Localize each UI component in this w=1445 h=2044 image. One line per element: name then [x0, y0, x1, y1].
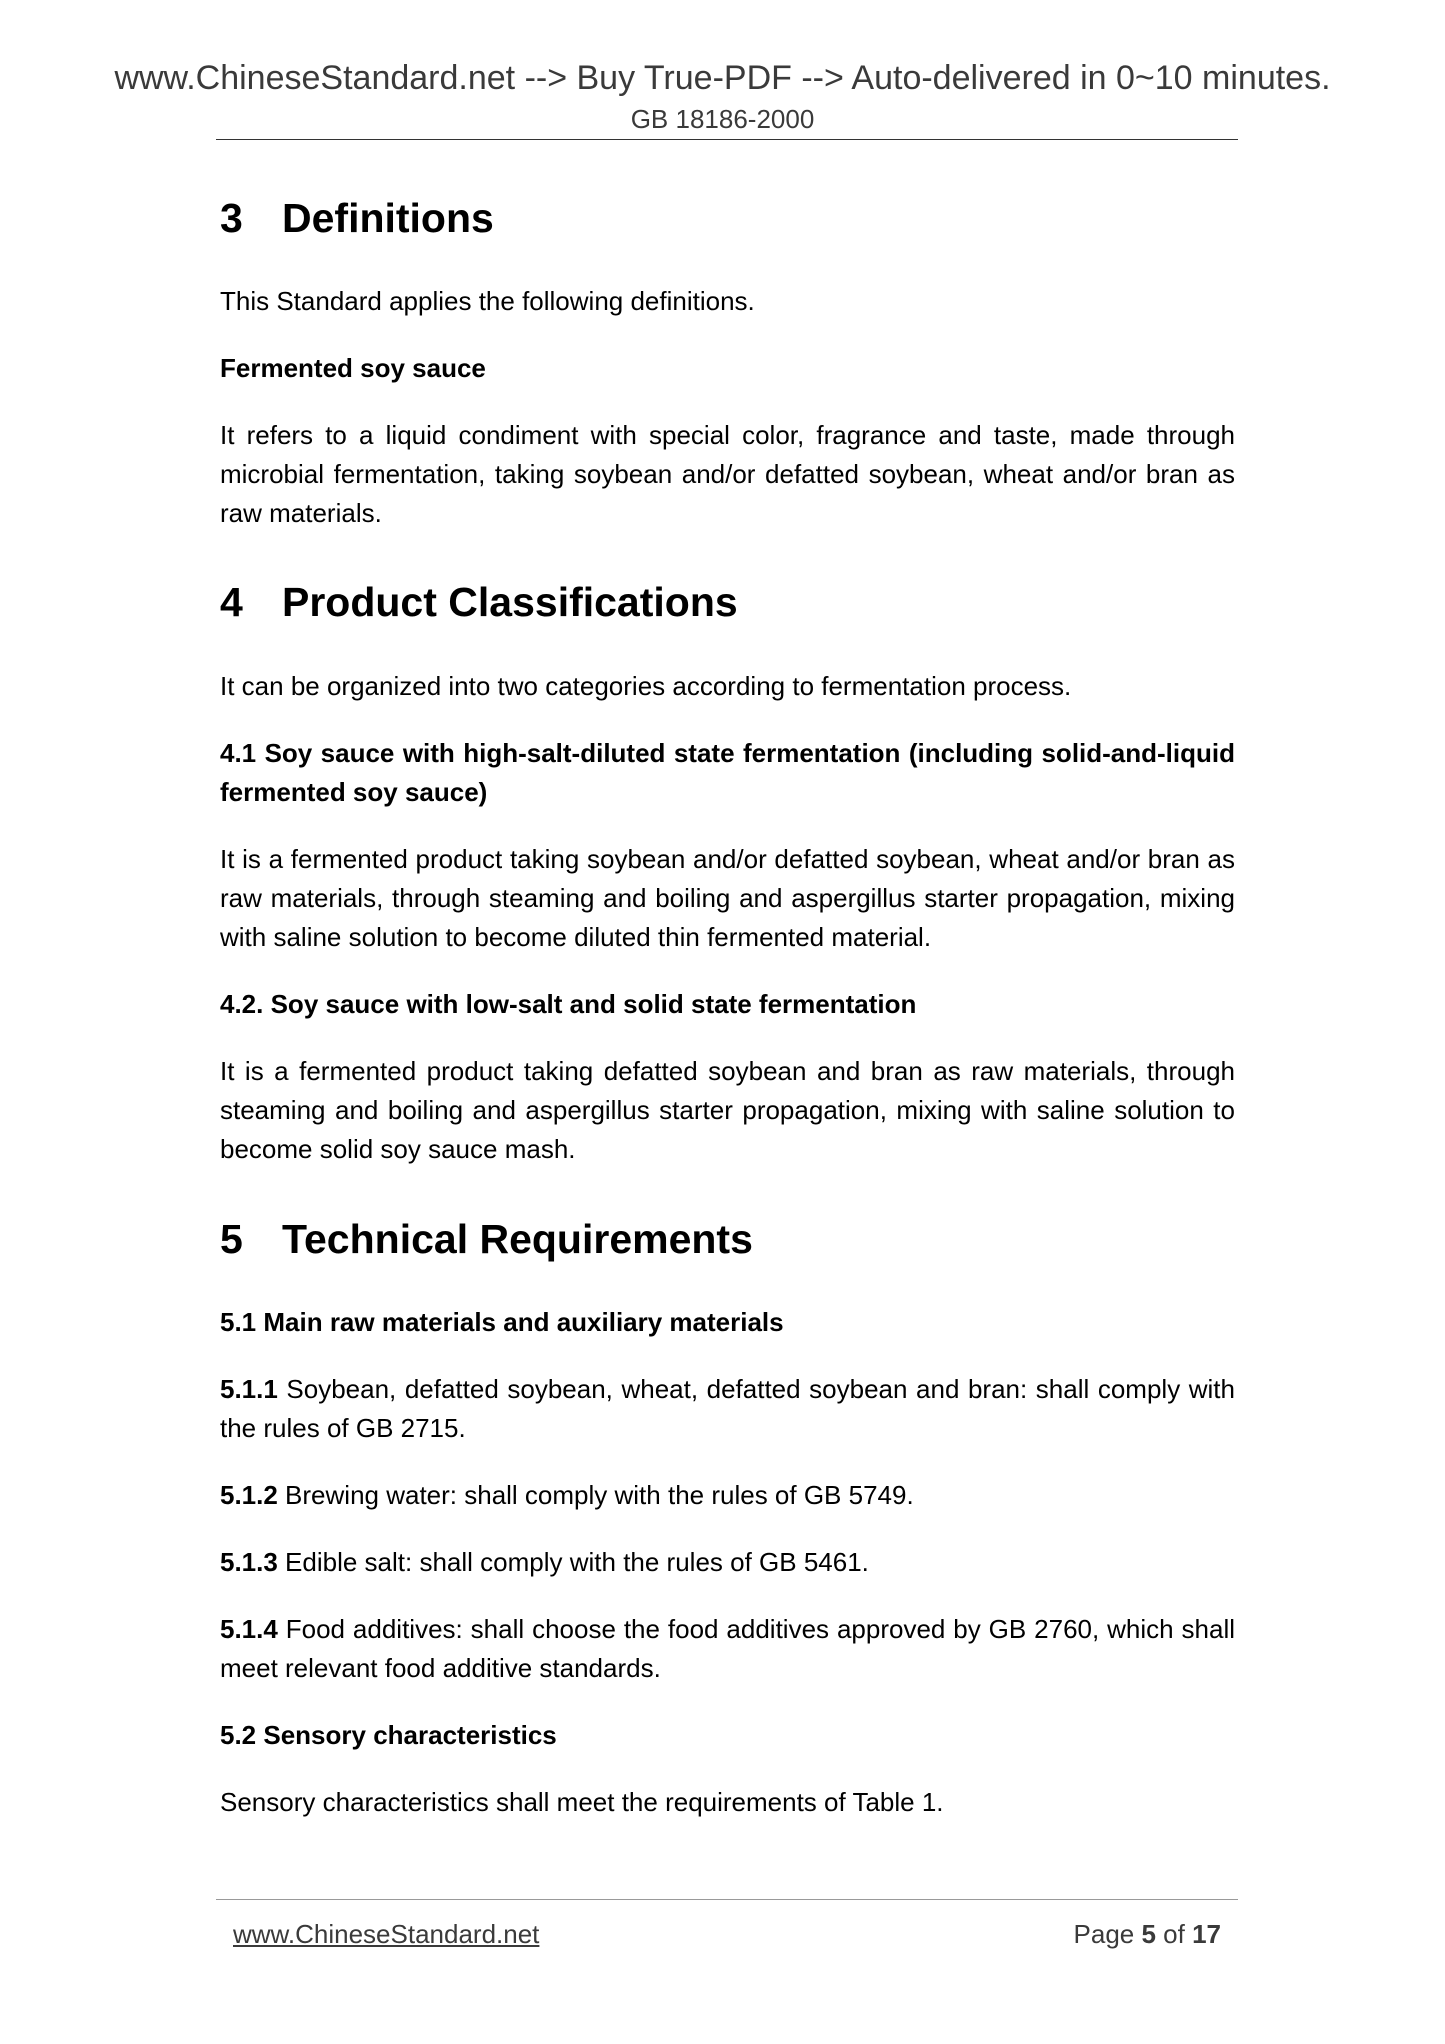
item-5-1-2 — [220, 1476, 1235, 1515]
footer-website-link[interactable]: www.ChineseStandard.net — [233, 1919, 540, 1949]
section-3-heading — [220, 193, 1235, 243]
item-number: 5.1.1 — [220, 1374, 278, 1404]
section-title: Product Classifications — [282, 579, 738, 625]
header-banner: www.ChineseStandard.net --> Buy True-PDF --> Auto-delivered in 0~10 minutes. — [114, 59, 1331, 97]
subsection-4-1-heading: 4.1 Soy sauce with high-salt-diluted state fermentation (including solid-and-liquid fermented soy sauce) — [220, 738, 1235, 807]
item-5-1-3 — [220, 1543, 1235, 1582]
item-text: Edible salt: shall comply with the rules of GB 5461. — [277, 1547, 869, 1577]
header-divider — [216, 139, 1238, 140]
section-number: 5 — [220, 1216, 243, 1262]
subsection-4-1-text: It is a fermented product taking soybean and/or defatted soybean, wheat and/or bran as raw materials, through steaming and boiling and aspergillus starter propagation, mixing with saline solution to become diluted thin fermented material. — [220, 844, 1235, 952]
footer-divider — [216, 1899, 1238, 1900]
item-number: 5.1.3 — [220, 1547, 278, 1577]
page-label: Page — [1073, 1919, 1142, 1949]
item-number: 5.1.4 — [220, 1614, 278, 1644]
term-heading: Fermented soy sauce — [220, 353, 486, 383]
section-5-heading — [220, 1214, 1235, 1264]
term-definition: It refers to a liquid condiment with special color, fragrance and taste, made through microbial fermentation, taking soybean and/or defatted soybean, wheat and/or bran as raw materials. — [220, 420, 1235, 528]
standard-code: GB 18186-2000 — [630, 104, 815, 134]
page-number — [1074, 1918, 1221, 1950]
section-number: 4 — [220, 579, 243, 625]
subsection-5-2-text: Sensory characteristics shall meet the requirements of Table 1. — [220, 1787, 944, 1817]
page-current: 5 — [1141, 1919, 1156, 1949]
subsection-5-1-heading: 5.1 Main raw materials and auxiliary materials — [220, 1307, 784, 1337]
subsection-5-2-heading: 5.2 Sensory characteristics — [220, 1720, 557, 1750]
item-text: Brewing water: shall comply with the rules of GB 5749. — [277, 1480, 914, 1510]
section-title: Technical Requirements — [282, 1216, 753, 1262]
item-5-1-1 — [220, 1370, 1235, 1448]
item-5-1-4 — [220, 1610, 1235, 1688]
section-number: 3 — [220, 195, 243, 241]
subsection-4-2-heading: 4.2. Soy sauce with low-salt and solid state fermentation — [220, 989, 917, 1019]
subsection-4-2-text: It is a fermented product taking defatted soybean and bran as raw materials, through steaming and boiling and aspergillus starter propagation, mixing with saline solution to become solid soy sauce mash. — [220, 1056, 1235, 1164]
section-3-intro: This Standard applies the following definitions. — [220, 286, 755, 316]
section-4-intro: It can be organized into two categories according to fermentation process. — [220, 671, 1072, 701]
item-text: Soybean, defatted soybean, wheat, defatted soybean and bran: shall comply with the rules of GB 2715. — [220, 1374, 1235, 1443]
section-4-heading — [220, 577, 1235, 627]
section-title: Definitions — [282, 195, 494, 241]
page-of-label: of — [1155, 1919, 1193, 1949]
page-total: 17 — [1192, 1919, 1221, 1949]
item-number: 5.1.2 — [220, 1480, 278, 1510]
item-text: Food additives: shall choose the food additives approved by GB 2760, which shall meet relevant food additive standards. — [220, 1614, 1235, 1683]
